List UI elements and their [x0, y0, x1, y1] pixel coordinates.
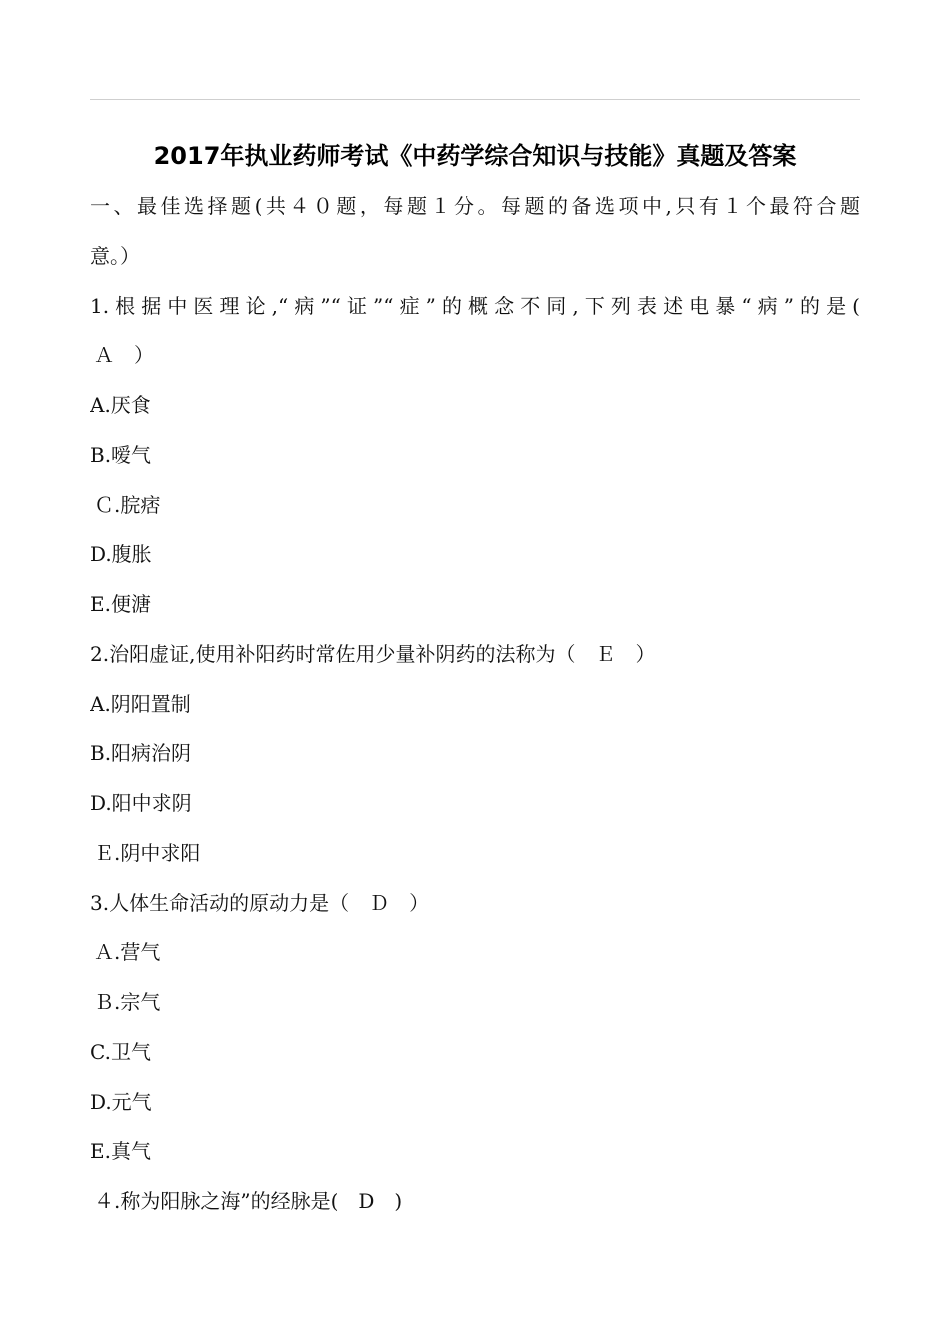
question-2-option-b: B.阳病治阴 — [90, 741, 192, 766]
question-3-option-e: E.真气 — [90, 1139, 151, 1164]
section-heading-line-1: 一、最佳选择题(共４０题，每题１分。每题的备选项中,只有１个最符合题 — [90, 194, 860, 218]
question-3-option-d: D.元气 — [90, 1089, 152, 1114]
question-2-option-a: A.阴阳置制 — [90, 691, 191, 716]
question-1-answer: Ａ ） — [94, 343, 154, 368]
question-1-option-e: E.便溏 — [90, 592, 151, 616]
document-body — [90, 182, 860, 1227]
question-3-text: 3.人体生命活动的原动力是（ Ｄ ） — [90, 890, 430, 915]
question-1-option-b: B.嗳气 — [90, 442, 152, 467]
section-heading-line-2: 意。） — [90, 243, 140, 268]
question-1-text: 1.根据中医理论,“病”“证”“症”的概念不同,下列表述电暴“病”的是( — [90, 293, 860, 318]
question-4-text: ４.称为阳脉之海”的经脉是( D ) — [94, 1189, 403, 1213]
question-1-option-d: D.腹胀 — [90, 542, 152, 567]
question-1-option-c: Ｃ.脘痞 — [94, 492, 161, 517]
question-2-text: 2.治阳虚证,使用补阳药时常佐用少量补阴药的法称为（ Ｅ ） — [90, 641, 656, 666]
question-3-option-b: Ｂ.宗气 — [94, 990, 161, 1014]
question-3-option-c: C.卫气 — [90, 1039, 151, 1064]
question-1-option-a: A.厌食 — [90, 393, 151, 417]
header-rule — [90, 99, 860, 100]
question-2-option-e: Ｅ.阴中求阳 — [94, 840, 201, 865]
page-title: 2017年执业药师考试《中药学综合知识与技能》真题及答案 — [153, 142, 797, 170]
question-2-option-d: D.阳中求阴 — [90, 791, 192, 815]
question-3-option-a: Ａ.营气 — [94, 940, 161, 965]
